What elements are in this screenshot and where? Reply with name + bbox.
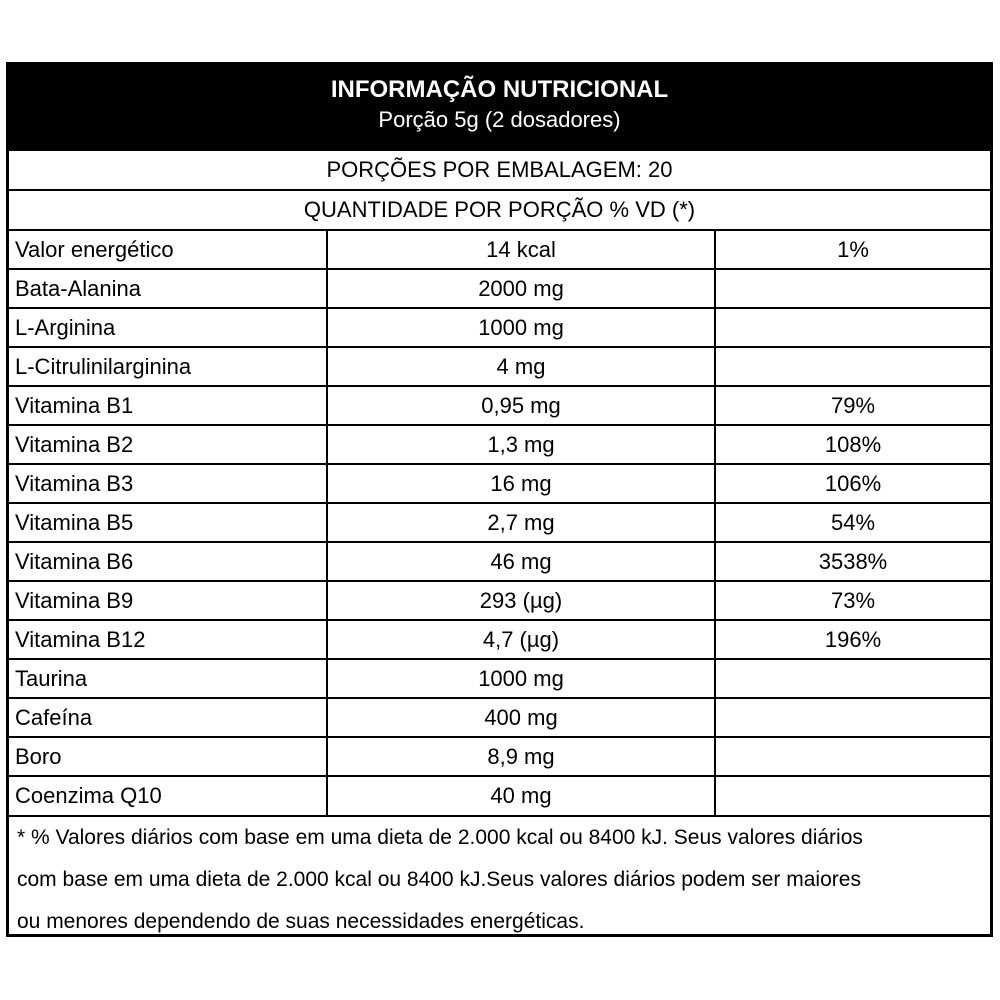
nutrient-daily-value: 73%: [715, 581, 990, 620]
nutrient-amount: 40 mg: [327, 776, 715, 815]
nutrient-amount: 16 mg: [327, 464, 715, 503]
nutrient-amount: 14 kcal: [327, 230, 715, 269]
nutrient-amount: 400 mg: [327, 698, 715, 737]
nutrient-amount: 0,95 mg: [327, 386, 715, 425]
footnote-line: com base em uma dieta de 2.000 kcal ou 8400 kJ.Seus valores diários podem ser maiores: [17, 868, 861, 891]
nutrient-row: [9, 776, 990, 815]
nutrient-daily-value: 79%: [715, 386, 990, 425]
nutrient-daily-value: [715, 659, 990, 698]
footnote-line: ou menores dependendo de suas necessidades energéticas.: [17, 910, 585, 933]
servings-per-package: PORÇÕES POR EMBALAGEM: 20: [9, 149, 990, 189]
nutrient-name: Vitamina B12: [9, 620, 327, 659]
nutrient-name: Vitamina B9: [9, 581, 327, 620]
nutrient-name: Vitamina B2: [9, 425, 327, 464]
nutrient-amount: 8,9 mg: [327, 737, 715, 776]
nutrient-row: [9, 425, 990, 464]
nutrient-amount: 46 mg: [327, 542, 715, 581]
nutrient-row: [9, 581, 990, 620]
nutrient-name: L-Citrulinilarginina: [9, 347, 327, 386]
nutrient-name: Coenzima Q10: [9, 776, 327, 815]
nutrient-daily-value: [715, 698, 990, 737]
nutrient-name: Bata-Alanina: [9, 269, 327, 308]
nutrient-daily-value: 1%: [715, 230, 990, 269]
nutrient-row: [9, 269, 990, 308]
nutrient-daily-value: 106%: [715, 464, 990, 503]
nutrient-amount: 293 (µg): [327, 581, 715, 620]
nutrient-amount: 1,3 mg: [327, 425, 715, 464]
columns-header: QUANTIDADE POR PORÇÃO % VD (*): [9, 189, 990, 229]
nutrient-row: [9, 659, 990, 698]
nutrient-daily-value: [715, 737, 990, 776]
nutrient-name: Vitamina B6: [9, 542, 327, 581]
footnote: [9, 815, 990, 943]
nutrient-daily-value: [715, 347, 990, 386]
nutrient-row: [9, 737, 990, 776]
nutrient-name: Cafeína: [9, 698, 327, 737]
nutrient-amount: 4 mg: [327, 347, 715, 386]
nutrient-daily-value: 196%: [715, 620, 990, 659]
nutrient-table: [9, 229, 990, 815]
nutrient-name: Vitamina B5: [9, 503, 327, 542]
nutrient-amount: 2,7 mg: [327, 503, 715, 542]
nutrient-daily-value: [715, 269, 990, 308]
nutrient-name: Vitamina B1: [9, 386, 327, 425]
footnote-line: * % Valores diários com base em uma dieta de 2.000 kcal ou 8400 kJ. Seus valores diários: [17, 826, 863, 849]
nutrient-row: [9, 308, 990, 347]
nutrient-name: Vitamina B3: [9, 464, 327, 503]
nutrient-name: Taurina: [9, 659, 327, 698]
nutrient-row: [9, 620, 990, 659]
nutrient-name: L-Arginina: [9, 308, 327, 347]
nutrient-name: Boro: [9, 737, 327, 776]
nutrient-daily-value: 54%: [715, 503, 990, 542]
serving-size: Porção 5g (2 dosadores): [378, 107, 621, 132]
nutrient-name: Valor energético: [9, 230, 327, 269]
nutrient-row: [9, 542, 990, 581]
nutrient-amount: 4,7 (µg): [327, 620, 715, 659]
nutrient-row: [9, 347, 990, 386]
nutrient-amount: 1000 mg: [327, 659, 715, 698]
nutrient-row: [9, 698, 990, 737]
nutrient-row: [9, 503, 990, 542]
nutrient-row: [9, 230, 990, 269]
nutrient-daily-value: [715, 776, 990, 815]
label-title: INFORMAÇÃO NUTRICIONAL: [330, 76, 669, 103]
label-header: [9, 65, 990, 149]
nutrient-daily-value: 3538%: [715, 542, 990, 581]
nutrient-daily-value: [715, 308, 990, 347]
nutrient-row: [9, 464, 990, 503]
nutrient-row: [9, 386, 990, 425]
nutrient-daily-value: 108%: [715, 425, 990, 464]
nutrition-facts-label: [6, 62, 993, 937]
nutrient-amount: 2000 mg: [327, 269, 715, 308]
nutrient-amount: 1000 mg: [327, 308, 715, 347]
